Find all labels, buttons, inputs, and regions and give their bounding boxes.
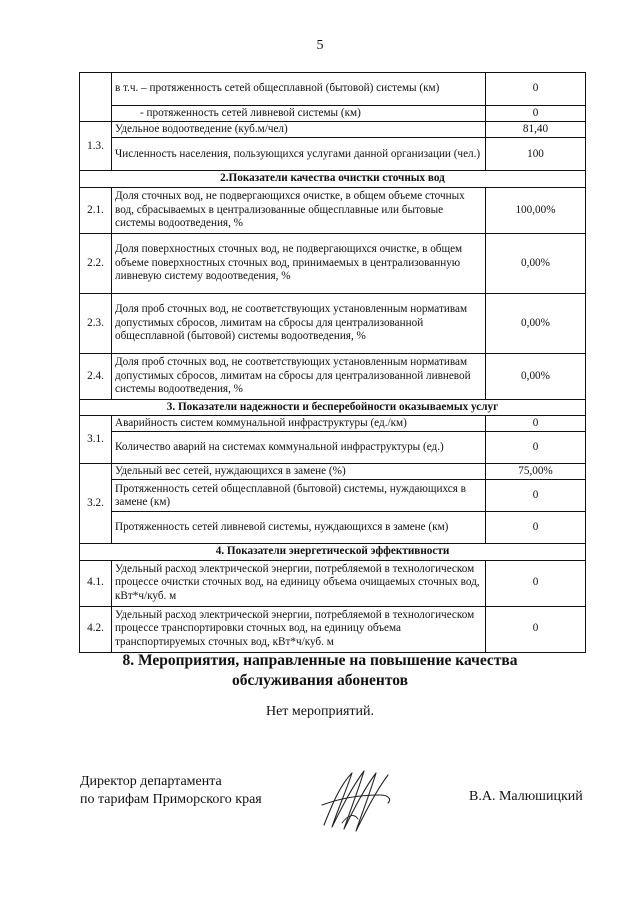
row-value: 0 <box>486 432 586 464</box>
table-row <box>80 432 586 464</box>
signatory-position <box>80 773 262 809</box>
section-8-content: Нет мероприятий. <box>265 704 375 719</box>
table-row <box>80 464 586 480</box>
row-number: 3.2. <box>80 464 112 544</box>
table-row <box>80 415 586 431</box>
row-value: 0 <box>486 606 586 652</box>
row-value: 100 <box>486 138 586 171</box>
table-row <box>80 606 586 652</box>
row-number: 2.4. <box>80 353 112 399</box>
row-value: 0,00% <box>486 233 586 293</box>
section-2-title: 2.Показатели качества очистки сточных вод <box>80 171 586 187</box>
table-row <box>80 233 586 293</box>
row-value: 100,00% <box>486 187 586 233</box>
row-description: Доля поверхностных сточных вод, не подвергающихся очистке, в общем объеме поверхностных сточных вод, принимаемых в централизованную ливневую систему водоотведения, % <box>112 233 486 293</box>
row-description: Протяженность сетей ливневой системы, нуждающихся в замене (км) <box>112 512 486 544</box>
row-number: 4.1. <box>80 560 112 606</box>
table-row <box>80 512 586 544</box>
section-header-row <box>80 399 586 415</box>
row-description: - протяженность сетей ливневой системы (км) <box>112 106 486 122</box>
row-value: 0 <box>486 480 586 512</box>
row-number: 4.2. <box>80 606 112 652</box>
row-value: 0 <box>486 106 586 122</box>
indicators-table <box>79 72 586 653</box>
row-description: в т.ч. – протяженность сетей общесплавной (бытовой) системы (км) <box>112 73 486 106</box>
table-row <box>80 293 586 353</box>
row-description: Количество аварий на системах коммунальной инфраструктуры (ед.) <box>112 432 486 464</box>
signatory-name: В.А. Малюшицкий <box>469 789 583 804</box>
table-row <box>80 122 586 138</box>
row-number: 2.1. <box>80 187 112 233</box>
table-row <box>80 480 586 512</box>
section-4-title: 4. Показатели энергетической эффективности <box>80 544 586 560</box>
row-value: 0 <box>486 512 586 544</box>
handwritten-signature <box>318 765 398 837</box>
row-value: 0 <box>486 415 586 431</box>
row-value: 0 <box>486 560 586 606</box>
row-description: Доля проб сточных вод, не соответствующих установленным нормативам допустимых сбросов, лимитам на сбросы для централизованной ливневой системы водоотведения, % <box>112 353 486 399</box>
row-value: 81,40 <box>486 122 586 138</box>
table-row <box>80 73 586 106</box>
table-row <box>80 353 586 399</box>
table-row <box>80 106 586 122</box>
row-value: 0 <box>486 73 586 106</box>
signatory-position-line2: по тарифам Приморского края <box>80 792 262 808</box>
row-description: Доля сточных вод, не подвергающихся очистке, в общем объеме сточных вод, сбрасываемых в централизованные общесплавные или бытовые системы водоотведения, % <box>112 187 486 233</box>
row-description: Удельный расход электрической энергии, потребляемой в технологическом процессе очистки сточных вод, на единицу объема очищаемых сточных вод, кВт*ч/куб. м <box>112 560 486 606</box>
row-description: Удельный расход электрической энергии, потребляемой в технологическом процессе транспортировки сточных вод, на единицу объема транспортируемых сточных вод, кВт*ч/куб. м <box>112 606 486 652</box>
row-value: 0,00% <box>486 353 586 399</box>
row-number: 1.3. <box>80 122 112 171</box>
row-value: 75,00% <box>486 464 586 480</box>
table-row <box>80 187 586 233</box>
section-header-row <box>80 171 586 187</box>
row-description: Протяженность сетей общесплавной (бытовой) системы, нуждающихся в замене (км) <box>112 480 486 512</box>
row-number: 3.1. <box>80 415 112 463</box>
row-description: Доля проб сточных вод, не соответствующих установленным нормативам допустимых сбросов, лимитам на сбросы для централизованной общесплавной (бытовой) системы водоотведения, % <box>112 293 486 353</box>
row-description: Удельный вес сетей, нуждающихся в замене (%) <box>112 464 486 480</box>
row-number-cell <box>80 73 112 122</box>
section-8-title-line1: 8. Мероприятия, направленные на повышение качества <box>122 652 518 669</box>
row-description: Удельное водоотведение (куб.м/чел) <box>112 122 486 138</box>
page-number: 5 <box>316 38 324 53</box>
table-row <box>80 138 586 171</box>
table-row <box>80 560 586 606</box>
signatory-position-line1: Директор департамента <box>80 774 222 789</box>
section-3-title: 3. Показатели надежности и бесперебойности оказываемых услуг <box>80 399 586 415</box>
section-8-heading <box>0 651 640 691</box>
row-number: 2.2. <box>80 233 112 293</box>
section-header-row <box>80 544 586 560</box>
row-number: 2.3. <box>80 293 112 353</box>
row-description: Численность населения, пользующихся услугами данной организации (чел.) <box>112 138 486 171</box>
row-value: 0,00% <box>486 293 586 353</box>
row-description: Аварийность систем коммунальной инфраструктуры (ед./км) <box>112 415 486 431</box>
section-8-title-line2: обслуживания абонентов <box>232 672 408 690</box>
